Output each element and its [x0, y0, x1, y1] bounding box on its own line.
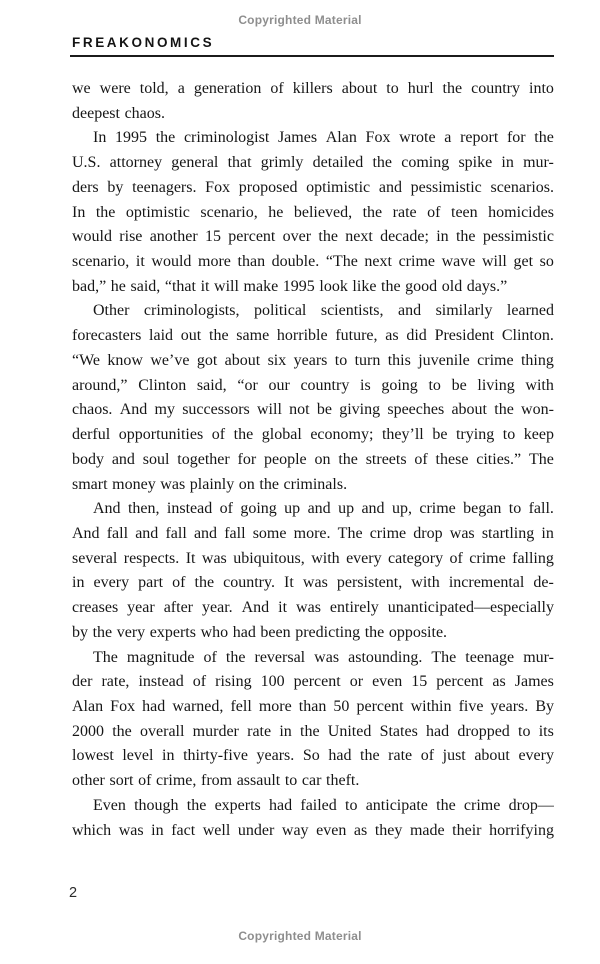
text-line: And fall and fall and fall some more. The crime drop was startling in — [72, 524, 554, 542]
text-line: ders by teenagers. Fox proposed optimistic and pessimistic scenarios. — [72, 178, 554, 196]
text-line: der rate, instead of rising 100 percent or even 15 percent as James — [72, 673, 554, 691]
text-line: other sort of crime, from assault to car theft. — [72, 772, 360, 790]
text-line: In the optimistic scenario, he believed, the rate of teen homicides — [72, 203, 554, 221]
text-line: The magnitude of the reversal was astounding. The teenage mur- — [93, 648, 554, 666]
text-line: creases year after year. And it was entirely unanticipated—especially — [72, 599, 554, 617]
text-line: scenario, it would more than double. “The next crime wave will get so — [72, 253, 554, 271]
text-line: In 1995 the criminologist James Alan Fox wrote a report for the — [93, 129, 554, 147]
header-rule — [70, 55, 554, 57]
text-line: Alan Fox had warned, fell more than 50 percent within five years. By — [72, 697, 554, 715]
page-number: 2 — [69, 885, 78, 901]
text-line: lowest level in thirty-five years. So had the rate of just about every — [72, 747, 554, 765]
copyright-notice-top: Copyrighted Material — [238, 13, 362, 27]
body-text — [72, 77, 554, 843]
copyright-notice-bottom: Copyrighted Material — [238, 929, 362, 943]
text-line: 2000 the overall murder rate in the United States had dropped to its — [72, 722, 554, 740]
text-line: forecasters laid out the same horrible future, as did President Clinton. — [72, 327, 554, 345]
text-line: which was in fact well under way even as they made their horrifying — [72, 821, 554, 839]
text-line: Even though the experts had failed to anticipate the crime drop— — [93, 796, 554, 814]
text-line: bad,” he said, “that it will make 1995 look like the good old days.” — [72, 277, 508, 295]
text-line: And then, instead of going up and up and up, crime began to fall. — [93, 500, 554, 518]
text-line: derful opportunities of the global economy; they’ll be trying to keep — [72, 426, 554, 444]
text-line: Other criminologists, political scientists, and similarly learned — [93, 302, 554, 320]
text-line: deepest chaos. — [72, 104, 166, 122]
text-line: by the very experts who had been predicting the opposite. — [72, 623, 448, 641]
text-line: around,” Clinton said, “or our country is going to be living with — [72, 376, 554, 394]
text-line: body and soul together for people on the streets of these cities.” The — [72, 450, 554, 468]
text-line: in every part of the country. It was persistent, with incremental de- — [72, 574, 554, 592]
text-line: would rise another 15 percent over the next decade; in the pessimistic — [72, 228, 554, 246]
text-line: chaos. And my successors will not be giving speeches about the won- — [72, 401, 554, 419]
text-line: “We know we’ve got about six years to turn this juvenile crime thing — [72, 351, 554, 369]
text-line: we were told, a generation of killers about to hurl the country into — [72, 80, 554, 97]
text-line: U.S. attorney general that grimly detailed the coming spike in mur- — [72, 154, 554, 172]
text-line: smart money was plainly on the criminals. — [72, 475, 348, 493]
running-head-title: FREAKONOMICS — [72, 35, 215, 50]
text-line: several respects. It was ubiquitous, with every category of crime falling — [72, 549, 554, 567]
